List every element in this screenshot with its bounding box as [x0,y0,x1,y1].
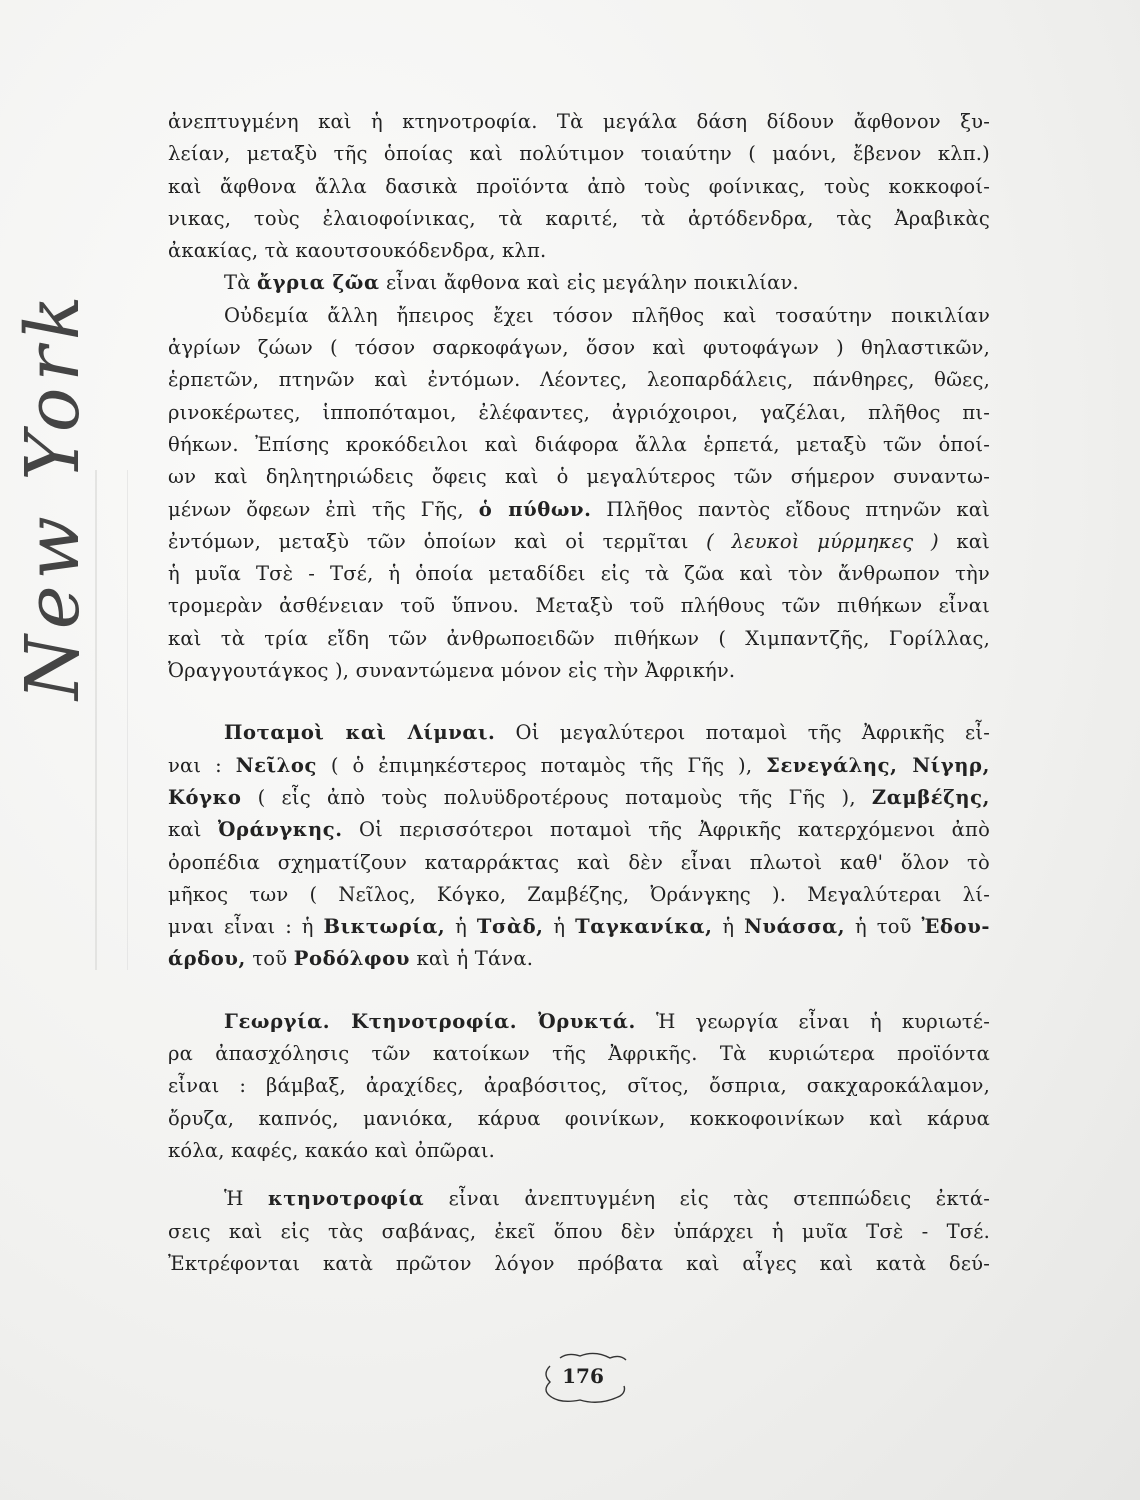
text-line: θήκων. Ἐπίσης κροκόδειλοι καὶ διάφορα ἄλλα ἑρπετά, μεταξὺ τῶν ὁποί- [168,432,990,456]
text-line: σεις καὶ εἰς τὰς σαβάνας, ἐκεῖ ὅπου δὲν ὑπάρχει ἡ μυῖα Τσὲ - Τσέ. [168,1219,990,1243]
bold-term: Τσὰδ, [476,915,544,939]
text-line [168,782,990,814]
bold-term: Ζαμβέζης, [871,785,990,809]
text-line: τρομερὰν ἀσθένειαν τοῦ ὕπνου. Μεταξὺ τοῦ πλήθους τῶν πιθήκων εἶναι [168,594,990,618]
bold-term: Βικτωρία, [323,915,446,939]
page-number [540,1344,630,1408]
text-line: λείαν, μεταξὺ τῆς ὁποίας καὶ πολύτιμον τοιαύτην ( μαόνι, ἔβενον κλπ.) [168,142,990,166]
show-through-bleed [95,470,128,970]
text-run: ( εἷς ἀπὸ τοὺς πολυϋδροτέρους ποταμοὺς τῆς Γῆς ), [257,785,856,809]
bold-term: Ταγκανίκα, [575,915,713,939]
paragraph-gap [168,976,990,1006]
text-line: μῆκος των ( Νεῖλος, Κόγκο, Ζαμβέζης, Ὀράνγκης ). Μεγαλύτεραι λί- [168,882,990,906]
italic-term: ( λευκοὶ μύρμηκες ) [706,529,939,553]
text-run: καὶ [168,818,202,842]
text-line: ρινοκέρωτες, ἱπποπόταμοι, ἐλέφαντες, ἀγριόχοιροι, γαζέλαι, πλῆθος πι- [168,400,990,424]
text-line: ὀροπέδια σχηματίζουν καταρράκτας καὶ δὲν εἶναι πλωτοὶ καθ' ὅλον τὸ [168,850,990,874]
bold-term: Ἐδου- [921,915,991,939]
paragraph-gap [168,1167,990,1183]
text-line [168,1183,990,1215]
paragraph-gap [168,687,990,717]
text-line: ἑρπετῶν, πτηνῶν καὶ ἐντόμων. Λέοντες, λεοπαρδάλεις, πάνθηρες, θῶες, [168,368,990,392]
text-run: ἡ [553,915,566,939]
text-run: εἶναι ἄφθονα καὶ εἰς μεγάλην ποικιλίαν. [386,271,799,295]
paragraph-rivers-lakes [168,717,990,975]
paragraph-wild-animals-intro [168,267,990,299]
text-line: ἀνεπτυγμένη καὶ ἡ κτηνοτροφία. Τὰ μεγάλα δάση δίδουν ἄφθονον ξυ- [168,110,990,133]
text-run: μναι εἶναι : ἡ [168,915,314,939]
text-run: εἶναι ἀνεπτυγμένη εἰς τὰς στεππώδεις ἐκτά- [448,1187,990,1211]
text-line: Οὐδεμία ἄλλη ἤπειρος ἔχει τόσον πλῆθος καὶ τοσαύτην ποικιλίαν [224,303,990,327]
text-line [168,911,990,943]
text-line: ων καὶ δηλητηριώδεις ὄφεις καὶ ὁ μεγαλύτερος τῶν σήμερον συναντω- [168,465,990,489]
paragraph-wild-animals [168,300,990,688]
text-line: ρα ἀπασχόλησις τῶν κατοίκων τῆς Ἀφρικῆς. Τὰ κυριώτερα προϊόντα [168,1042,990,1066]
section-heading: Γεωργία. Κτηνοτροφία. Ὀρυκτά. [224,1009,636,1033]
bold-term: κτηνοτροφία [267,1187,425,1211]
text-run: τοῦ [252,947,288,971]
text-line: Ὀραγγουτάγκος ), συναντώμενα μόνον εἰς τὴν Ἀφρικήν. [168,659,736,683]
bold-term: Νυάσσα, [744,915,846,939]
text-run: ἡ τοῦ [855,915,912,939]
text-run: Οἱ μεγαλύτεροι ποταμοὶ τῆς Ἀφρικῆς εἶ- [515,721,990,745]
text-line: ἀκακίας, τὰ καουτσουκόδενδρα, κλπ. [168,239,547,263]
bold-term: Σενεγάλης, Νίγηρ, [766,753,990,777]
paragraph-forests [168,106,990,267]
text-line: ἀγρίων ζώων ( τόσον σαρκοφάγων, ὅσον καὶ φυτοφάγων ) θηλαστικῶν, [168,336,990,360]
text-line: ἡ μυῖα Τσὲ - Τσέ, ἡ ὁποία μεταδίδει εἰς τὰ ζῶα καὶ τὸν ἄνθρωπον τὴν [168,562,990,586]
bold-term: άρδου, [168,947,246,971]
text-run: Οἱ περισσότεροι ποταμοὶ τῆς Ἀφρικῆς κατερχόμενοι ἀπὸ [358,818,991,842]
bold-term: Νεῖλος [235,753,317,777]
text-run: Ἡ [224,1187,244,1211]
text-line [168,814,990,846]
text-run: ἡ [722,915,735,939]
text-run: Τὰ [224,271,251,295]
text-run: Πλῆθος παντὸς εἴδους πτηνῶν καὶ [606,497,990,521]
bold-term: ἄγρια ζῶα [256,271,380,295]
handwritten-margin-note: New York [10,289,96,700]
text-run: καὶ ἡ Τάνα. [416,947,534,971]
text-run: ( ὁ ἐπιμηκέστερος ποταμὸς τῆς Γῆς ), [330,753,753,777]
paragraph-livestock [168,1183,990,1280]
text-line [168,1006,990,1038]
text-line [168,943,990,975]
text-run: ναι : [168,753,222,777]
paragraph-agriculture [168,1006,990,1167]
text-run: μένων ὄφεων ἐπὶ τῆς Γῆς, [168,497,464,521]
text-line: ὄρυζα, καπνός, μανιόκα, κάρυα φοινίκων, κοκκοφοινίκων καὶ κάρυα [168,1106,990,1130]
bold-term: Κόγκο [168,785,242,809]
text-line: καὶ τὰ τρία εἴδη τῶν ἀνθρωποειδῶν πιθήκων ( Χιμπαντζῆς, Γορίλλας, [168,626,990,650]
text-run: Ἡ γεωργία εἶναι ἡ κυριωτέ- [655,1009,990,1033]
text-run: καὶ [956,529,990,553]
text-line: εἶναι : βάμβαξ, ἀραχίδες, ἀραβόσιτος, σῖτος, ὄσπρια, σακχαροκάλαμον, [168,1074,990,1098]
page-body [168,106,990,1280]
text-line [168,494,990,526]
bold-term: Ροδόλφου [293,947,411,971]
text-run: ἡ [455,915,468,939]
text-line: νικας, τοὺς ἐλαιοφοίνικας, τὰ καριτέ, τὰ ἀρτόδενδρα, τὰς Ἀραβικὰς [168,206,990,230]
text-line: κόλα, καφές, κακάο καὶ ὀπῶραι. [168,1138,496,1162]
text-line [168,750,990,782]
text-line: καὶ ἄφθονα ἄλλα δασικὰ προϊόντα ἀπὸ τοὺς φοίνικας, τοὺς κοκκοφοί- [168,174,990,198]
page-number-text: 176 [562,1364,604,1388]
bold-term: Ὀράνγκης. [217,818,343,842]
text-run: ἐντόμων, μεταξὺ τῶν ὁποίων καὶ οἱ τερμῖται [168,529,689,553]
text-line: Ἐκτρέφονται κατὰ πρῶτον λόγον πρόβατα καὶ αἶγες καὶ κατὰ δεύ- [168,1251,990,1275]
text-line [168,717,990,749]
text-line [168,267,990,299]
section-heading: Ποταμοὶ καὶ Λίμναι. [224,721,496,745]
bold-term: ὁ πύθων. [478,497,592,521]
text-line [168,526,990,558]
